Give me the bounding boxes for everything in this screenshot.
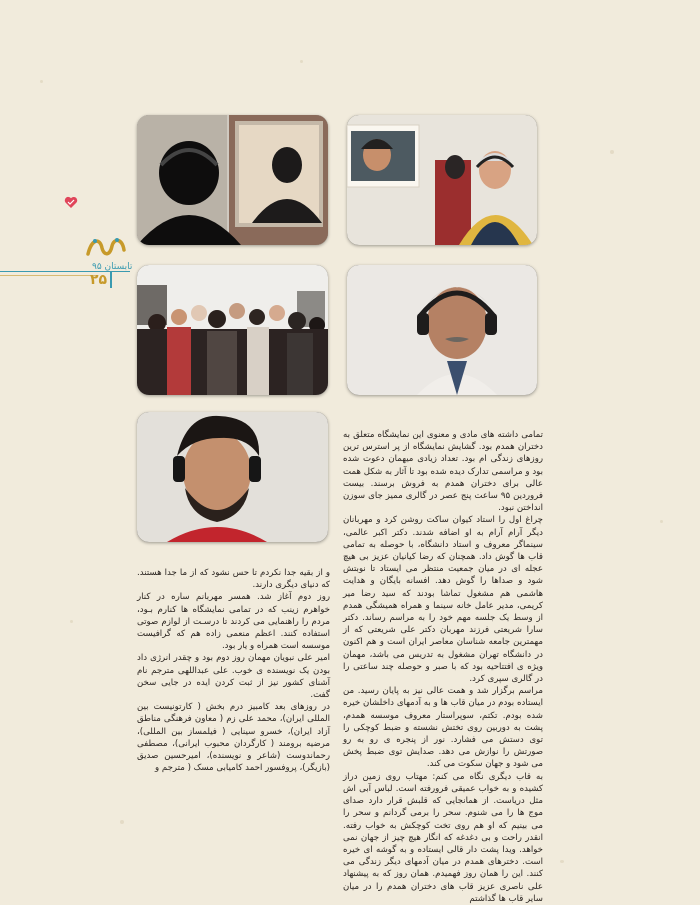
paragraph: به قاب دیگری نگاه می کنم: مهتاب روی زمین دراز کشیده و به خواب عمیقی فرورفته است. لباس آبی اش مثل دریاست. از همانجایی که قلبش قرار دارد صدای موج ها را می شنوم. سحر را برمی گردانم و سحر را می بینیم که او هم روی تخت کوچکش به خواب رفته. انقدر راحت و بی دغدغه که انگار هیچ چیز از جهان نمی خواهد. ویدا پشت دار قالی ایستاده و به گوشه ای خیره است. دخترهای همدم در میان آدمهای دیگر زندگی می کنند. این را همان روز فهمیدم. همان روز که به پیشنهاد علی ناصری عزیز قاب های دختران همدم را در میان سایر قاب ها گذاشتم (343, 771, 543, 904)
paragraph: امیر علی نبویان مهمان روز دوم بود و چقدر انرژی داد بودن یک نویسنده ی خوب. علی عبداللهی مترجم نام آشنای کشور نیز از ثبت کردن ایده در جایی سخن گفت. (137, 653, 330, 701)
paragraph: چراغ اول را استاد کیوان ساکت روشن کرد و مهربانان دیگر آرام آرام به او اضافه شدند. دکتر اکبر عالمی، سینماگر معروف و استاد دانشگاه، با حوصله به تمامی قاب ها گوش داد. همچنان که رضا کیانیان عزیز بی هیچ عجله ای در میان جمعیت منتظر می ایستاد تا نوبتش شود و صداها را گوش دهد. افسانه بایگان و هدایت هاشمی هم مشغول تماشا بودند که سید رضا میر کریمی، مدیر عامل خانه سینما و همراه همیشگی همدم از وسط یک جلسه مهم خود را به مراسم رساند. دکتر سارا شریعتی فرزند مهربان دکتر علی شریعتی که از مهمترین جامعه شناسان معاصر ایران است و هم اکنون در دانشگاه تهران مشغول به تدریس می باشد، مهمان ویژه ی افتتاحیه بود که با صبر و حوصله چند ساعتی را در گالری سپری کرد. (343, 515, 543, 685)
issue-label: تابستان ۹۵ (92, 262, 133, 272)
paragraph: در روزهای بعد کامبیز درم بخش ( کارتونیست بین المللی ایران)، محمد علی زم ( معاون فرهنگی مناطق آزاد ایران)، خسرو سینایی ( فیلمساز بین المللی)، مرضیه برومند ( کارگردان محبوب ایرانی)، مصطفی رحماندوست (شاعر و نویسنده)، امیرحسین صدیق (بازیگر)، پروفسور احمد کامیابی مسک ( مترجم و (137, 702, 330, 774)
paper-speck (40, 80, 43, 83)
paragraph: و از بقیه جدا نکردم تا حس نشود که از ما جدا هستند. که دنیای دیگری دارند. (137, 568, 330, 591)
left-column-text (137, 567, 330, 774)
right-column-text (343, 429, 543, 905)
heart-icon (64, 196, 78, 209)
photo-elderly-man-headphones (347, 115, 537, 245)
paper-speck (660, 520, 663, 523)
side-rule-accent (0, 275, 96, 276)
photo-gallery-crowd (137, 265, 328, 395)
paper-speck (560, 860, 564, 863)
page-number: ۲۵ (90, 272, 112, 288)
paper-speck (70, 620, 73, 623)
paragraph: تمامی داشته های مادی و معنوی این نمایشگاه متعلق به دختران همدم بود. گشایش نمایشگاه از پر استرس ترین روزهای زندگی ام بود. تعداد زیادی میهمان دعوت شده بود و مراسمی تدارک دیده شده بود تا آثار به شکل همت عالی برای دختران همدم به فروش برسند. بیست فروردین ۹۵ ساعت پنج عصر در گالری ممیز جای سوزن انداختن نبود. (343, 430, 543, 514)
photo-bearded-man-headphones (137, 412, 328, 542)
photo-listener-headphones-silhouette (137, 115, 328, 245)
paper-speck (610, 150, 614, 154)
paper-speck (300, 60, 303, 63)
paper-speck (120, 820, 124, 824)
paragraph: روز دوم آغاز شد. همسر مهربانم ساره در کنار خواهرم زینب که در تمامی نمایشگاه ها کنارم بـود، مردم را راهنمایی می کردند تا درسـت از لوازم صوتی استفاده کنند. اعظم منعمی زاده هم که گرافیست موسسه است همراه و یار بود. (137, 592, 330, 652)
photo-man-mustache-headphones (347, 265, 537, 395)
magazine-logo (84, 232, 128, 260)
paragraph: مراسم برگزار شد و همت عالی نیز به پایان رسید. من ایستاده بودم در میان قاب ها و به آدمهای داخلشان خیره شده بودم. تکتم، سوپراستار معروف موسسه همدم، پشت به دوربین روی تختش نشسته و ضبط کوچکی را توی دستش می فشارد. نور از پنجره ی رو به رو صورتش را نوازش می دهد. صدایش توی ضبط پخش می شود و جهان سکوت می کند. (343, 686, 543, 770)
